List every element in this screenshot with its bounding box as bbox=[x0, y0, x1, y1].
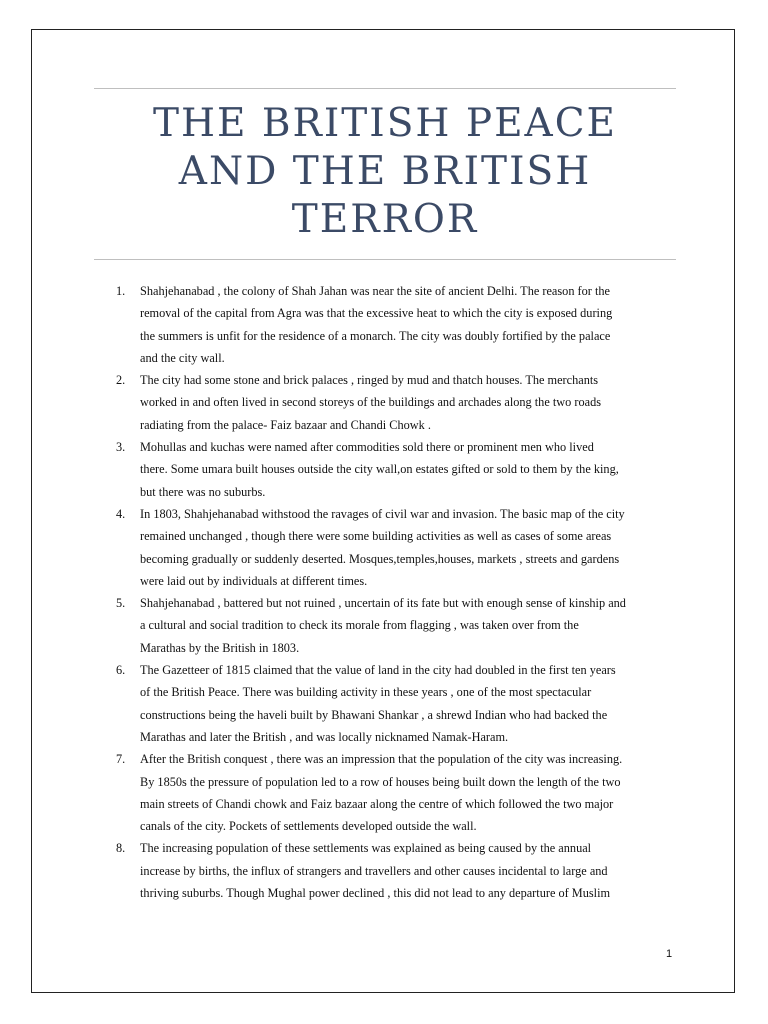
list-item-text-line: removal of the capital from Agra was that the excessive heat to which the city is exposed during bbox=[140, 306, 613, 321]
list-item-text-line: there. Some umara built houses outside the city wall,on estates gifted or sold to them by the king, bbox=[140, 462, 619, 477]
list-item-text-line: thriving suburbs. Though Mughal power declined , this did not lead to any departure of Muslim bbox=[140, 886, 611, 901]
list-item-text-line: Shahjehanabad , the colony of Shah Jahan was near the site of ancient Delhi. The reason for the bbox=[140, 284, 610, 298]
title-line: THE BRITISH PEACE bbox=[152, 101, 618, 146]
list-item-text-line: Shahjehanabad , battered but not ruined , uncertain of its fate but with enough sense of kinship and bbox=[140, 596, 626, 611]
title-bottom-rule bbox=[94, 259, 676, 260]
title-line: TERROR bbox=[291, 197, 479, 242]
list-item-text-line: The Gazetteer of 1815 claimed that the value of land in the city had doubled in the first ten years bbox=[140, 663, 616, 678]
list-item-text-line: were laid out by individuals at different times. bbox=[140, 573, 368, 588]
list-item-number: 5. bbox=[116, 596, 126, 611]
list-item-number: 8. bbox=[116, 841, 126, 856]
list-item-text-line: After the British conquest , there was an impression that the population of the city was increasing. bbox=[140, 752, 623, 767]
list-item-text-line: main streets of Chandi chowk and Faiz bazaar along the centre of which followed the two major bbox=[140, 796, 614, 811]
list-item-text-line: and the city wall. bbox=[140, 350, 225, 365]
list-item-text-line: a cultural and social tradition to check its morale from flagging , was taken over from the bbox=[140, 618, 579, 633]
list-item-number: 4. bbox=[116, 506, 126, 521]
list-item bbox=[110, 659, 680, 748]
list-item bbox=[110, 436, 680, 503]
list-item-text-line: becoming gradually or suddenly deserted. Mosques,temples,houses, markets , streets and gardens bbox=[140, 551, 620, 566]
list-item-number: 2. bbox=[116, 373, 126, 388]
list-item-text-line: increase by births, the influx of strangers and travellers and other causes incidental to large and bbox=[140, 863, 608, 878]
list-item-text-line: constructions being the haveli built by Bhawani Shankar , a shrewd Indian who had backed the bbox=[140, 707, 608, 722]
list-item-text-line: The increasing population of these settlements was explained as being caused by the annual bbox=[140, 841, 592, 856]
list-item-text-line: the summers is unfit for the residence of a monarch. The city was doubly fortified by the palace bbox=[140, 328, 611, 343]
list-item-text-line: Marathas by the British in 1803. bbox=[140, 640, 300, 655]
list-item-text-line: Mohullas and kuchas were named after commodities sold there or prominent men who lived bbox=[140, 440, 594, 455]
list-item bbox=[110, 592, 680, 659]
list-item-number: 7. bbox=[116, 752, 126, 767]
numbered-list bbox=[110, 280, 680, 904]
list-item-text-line: worked in and often lived in second storeys of the buildings and archades along the two roads bbox=[140, 395, 602, 410]
list-item bbox=[110, 837, 680, 904]
document-page bbox=[31, 29, 735, 993]
document-title bbox=[94, 100, 676, 244]
list-item-text-line: canals of the city. Pockets of settlements developed outside the wall. bbox=[140, 819, 477, 834]
list-item-number: 1. bbox=[116, 284, 126, 298]
list-item-text-line: The city had some stone and brick palaces , ringed by mud and thatch houses. The merchants bbox=[140, 373, 599, 388]
list-item-number: 6. bbox=[116, 663, 126, 678]
list-item-text-line: By 1850s the pressure of population led to a row of houses being built down the length of the two bbox=[140, 774, 621, 789]
list-item bbox=[110, 369, 680, 436]
list-item bbox=[110, 748, 680, 837]
list-item-text-line: radiating from the palace- Faiz bazaar and Chandi Chowk . bbox=[140, 417, 431, 432]
list-item-number: 3. bbox=[116, 440, 126, 455]
list-item-text-line: Marathas and later the British , and was locally nicknamed Namak-Haram. bbox=[140, 729, 509, 744]
list-item-text-line: of the British Peace. There was building activity in these years , one of the most spectacular bbox=[140, 685, 592, 700]
title-top-rule bbox=[94, 88, 676, 89]
title-line: AND THE BRITISH bbox=[178, 149, 592, 194]
list-item-text-line: but there was no suburbs. bbox=[140, 484, 266, 499]
list-item-text-line: remained unchanged , though there were some building activities as well as cases of some areas bbox=[140, 529, 612, 544]
page-number: 1 bbox=[666, 948, 673, 960]
list-item bbox=[110, 280, 680, 369]
list-item bbox=[110, 503, 680, 592]
list-item-text-line: In 1803, Shahjehanabad withstood the ravages of civil war and invasion. The basic map of the city bbox=[140, 506, 625, 521]
